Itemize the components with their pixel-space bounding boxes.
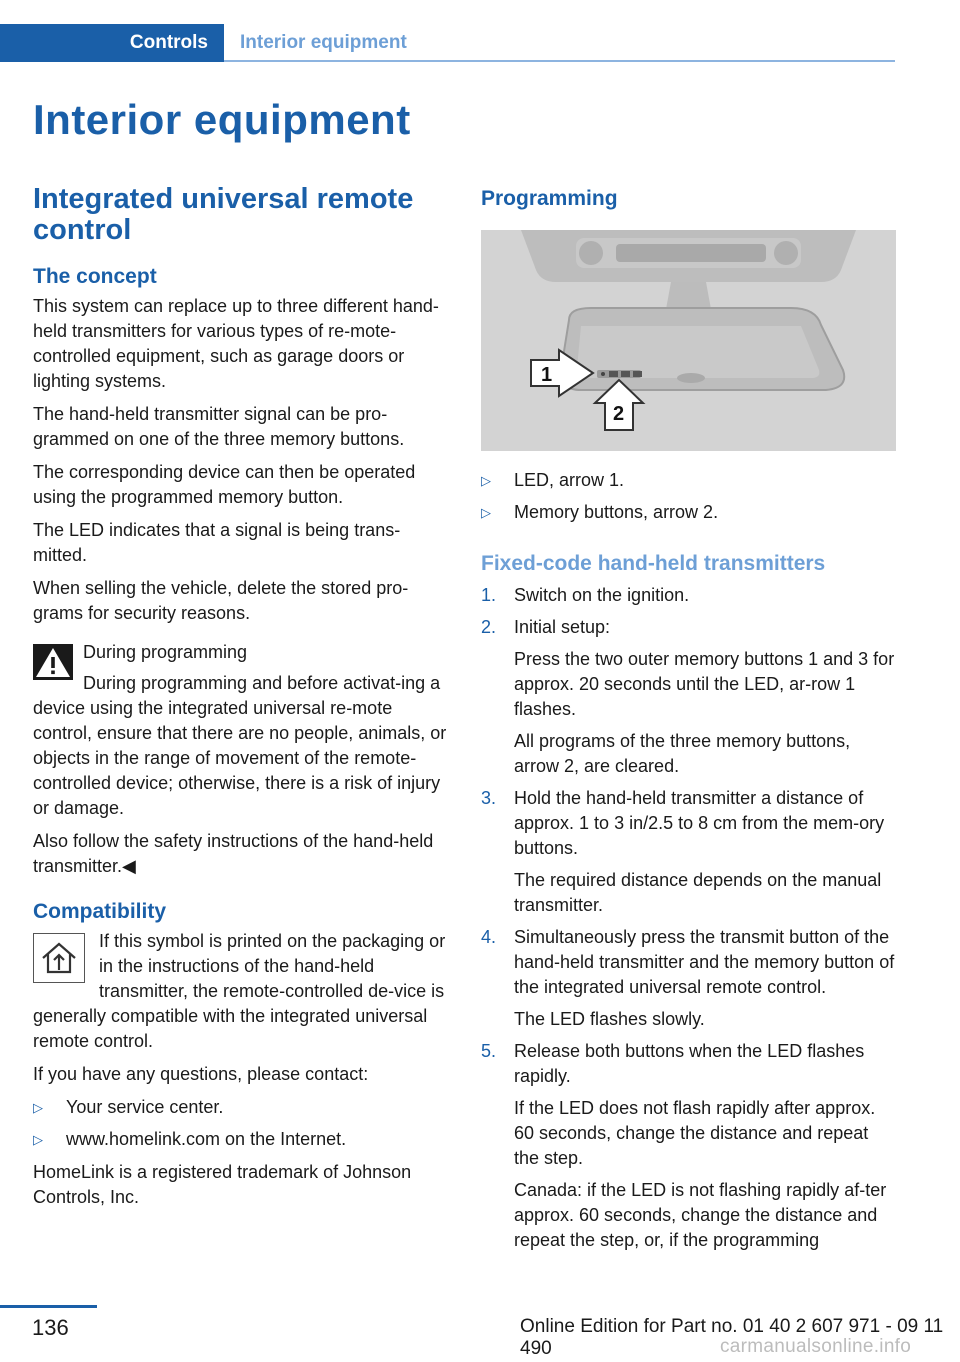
concept-paragraph: This system can replace up to three different hand-held transmitters for various types of re-mote-controlled equipment, such as garage doors or lighting systems. [33,296,439,391]
footer-rule [0,1305,97,1308]
compatibility-text: If this symbol is printed on the packaging or in the instructions of the hand-held transmitter, the remote-controlled de-vice is generally compatible with the integrated universal remote control. [33,931,446,1051]
triangle-bullet-icon: ▷ [481,473,491,488]
left-column [33,184,449,1218]
step-number: 5. [481,1041,497,1061]
step-number: 4. [481,927,497,947]
house-arrow-icon [40,941,78,975]
running-header [0,24,895,62]
page-title: Interior equipment [33,96,411,143]
list-item: ▷ Memory buttons, arrow 2. [481,500,896,525]
contact-list [33,1095,449,1152]
page-number: 136 [32,1315,69,1340]
triangle-bullet-icon: ▷ [481,505,491,520]
chapter-tab-interior-equipment: Interior equipment [240,32,407,53]
warning-follow: Also follow the safety instructions of the hand-held transmitter.◀ [33,831,434,876]
step-item: 1. Switch on the ignition. [481,583,896,608]
edition-note: Online Edition for Part no. 01 40 2 607 971 - 09 11 490 [520,1316,944,1359]
warning-text: During programming and before activat-ing a device using the integrated universal re-mote control, ensure that there are no people, animals, or objects in the range of movement of the remote-controlled device; otherwise, there is a risk of injury or damage. [33,673,447,818]
concept-heading: The concept [33,265,157,288]
list-item: ▷ www.homelink.com on the Internet. [33,1127,449,1152]
section-tab-controls: Controls [0,24,224,62]
watermark: carmanualsonline.info [720,1336,912,1357]
warning-triangle-icon [33,644,73,680]
triangle-bullet-icon: ▷ [33,1100,43,1115]
concept-paragraph: When selling the vehicle, delete the stored pro-grams for security reasons. [33,578,409,623]
step-item: 3. Hold the hand-held transmitter a distance of approx. 1 to 3 in/2.5 to 8 cm from the mem-ory buttons. The required distance depends on the manual transmitter. [481,788,885,915]
step-number: 3. [481,788,497,808]
concept-paragraph: The corresponding device can then be operated using the programmed memory button. [33,462,416,507]
header-rule [224,60,895,62]
warning-block [33,640,449,665]
triangle-bullet-icon: ▷ [33,1132,43,1147]
warning-title: During programming [83,642,248,662]
figure-label-2: 2 [613,403,625,425]
contact-intro: If you have any questions, please contact: [33,1064,369,1084]
concept-paragraph: The hand-held transmitter signal can be pro-grammed on one of the three memory buttons. [33,404,405,449]
step-item: 5. Release both buttons when the LED flashes rapidly. If the LED does not flash rapidly after approx. 60 seconds, change the distance and repeat the step. Canada: if the LED is not flashing rapidly af-ter approx. 60 seconds, change the distance and repeat the step, or, if the programming [481,1041,887,1250]
section-title: Integrated universal remote control [33,183,414,246]
list-item: ▷ Your service center. [33,1095,449,1120]
figure-label-1: 1 [541,364,553,386]
programming-heading: Programming [481,187,618,210]
step-item: 4. Simultaneously press the transmit button of the hand-held transmitter and the memory button of the integrated universal remote control. The LED flashes slowly. [481,927,895,1029]
compatibility-block [33,929,449,1054]
programming-steps [481,583,896,1253]
step-item: 2. Initial setup: Press the two outer memory buttons 1 and 3 for approx. 20 seconds until the LED, ar-row 1 flashes. All programs of the three memory buttons, arrow 2, are cleared. [481,617,895,776]
trademark-note: HomeLink is a registered trademark of Johnson Controls, Inc. [33,1162,412,1207]
concept-paragraph: The LED indicates that a signal is being trans-mitted. [33,520,401,565]
compatibility-heading: Compatibility [33,900,167,923]
right-column [481,184,896,1260]
list-item: ▷ LED, arrow 1. [481,468,896,493]
step-number: 2. [481,617,497,637]
figure-legend [481,468,896,525]
step-number: 1. [481,585,497,605]
fixed-code-heading: Fixed-code hand-held transmitters [481,552,826,575]
rearview-mirror-figure [481,230,896,451]
homelink-house-icon [33,933,85,983]
